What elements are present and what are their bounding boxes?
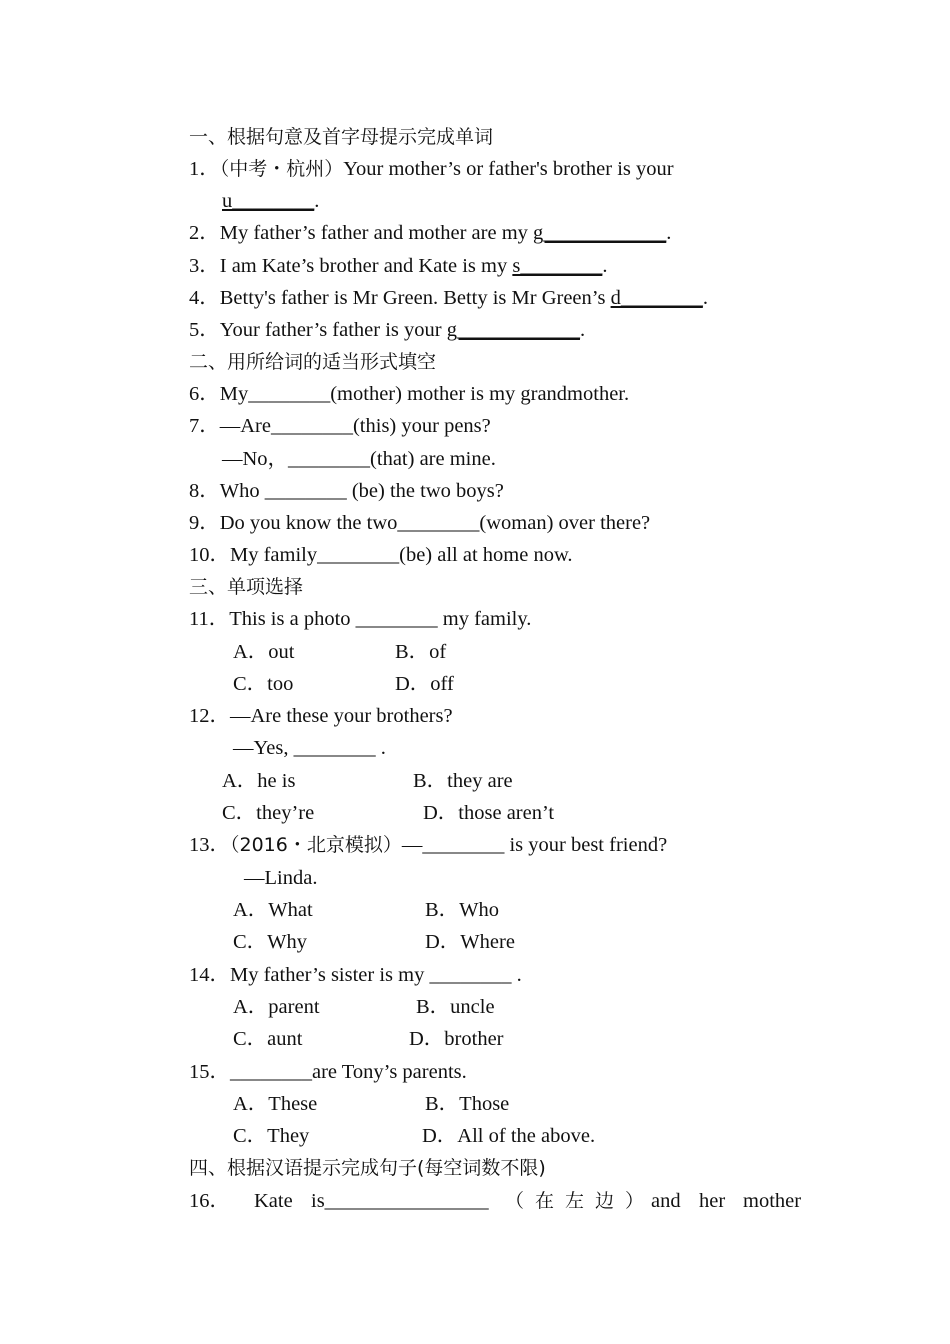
q3-answer-blank: s________ <box>512 255 603 277</box>
q1-text: Your mother’s or father's brother is your <box>343 158 674 180</box>
q12-option-b: B．they are <box>413 770 513 792</box>
question-13-line-2: —Linda. <box>244 867 318 889</box>
q15-option-a: A．These <box>233 1093 318 1115</box>
q13-option-d: D．Where <box>425 931 515 953</box>
question-1 <box>189 156 674 182</box>
question-7-line-2: —No，________(that) are mine. <box>222 448 496 470</box>
q5-answer-blank: g____________ <box>446 319 580 341</box>
q14-option-d: D．brother <box>409 1028 504 1050</box>
q14-option-b: B．uncle <box>416 996 495 1018</box>
q13-stem: —________ is your best friend? <box>401 834 668 856</box>
question-6: 6．My________(mother) mother is my grandmother. <box>189 383 630 405</box>
q1-answer-blank: u________ <box>222 190 315 212</box>
q13-source: （2016・北京模拟） <box>230 834 402 856</box>
q13-option-c: C．Why <box>233 931 308 953</box>
q3-number: 3． <box>189 255 220 277</box>
q16-word-mother: mother <box>743 1190 802 1212</box>
question-1-answer-line <box>222 188 319 214</box>
q4-text: Betty's father is Mr Green. Betty is Mr Green’s <box>219 287 611 309</box>
q4-end: . <box>702 287 708 309</box>
q15-option-c: C．They <box>233 1125 310 1147</box>
q4-number: 4． <box>189 287 220 309</box>
q5-text: Your father’s father is your <box>219 319 447 341</box>
q11-option-b: B．of <box>395 641 447 663</box>
q12-option-a: A．he is <box>222 770 296 792</box>
question-15: 15．________are Tony’s parents. <box>189 1061 467 1083</box>
q16-word-and: and <box>651 1190 681 1212</box>
question-10: 10．My family________(be) all at home now. <box>189 544 573 566</box>
q13-option-a: A．What <box>233 899 313 921</box>
q1-number: 1． <box>189 158 220 180</box>
question-13 <box>189 832 667 858</box>
q14-option-c: C．aunt <box>233 1028 303 1050</box>
q11-option-a: A．out <box>233 641 295 663</box>
q13-option-b: B．Who <box>425 899 500 921</box>
q12-option-d: D．those aren’t <box>423 802 555 824</box>
q2-end: . <box>666 222 672 244</box>
q3-text: I am Kate’s brother and Kate is my <box>219 255 513 277</box>
q15-option-d: D．All of the above. <box>422 1125 596 1147</box>
section-1-title: 一、根据句意及首字母提示完成单词 <box>189 126 494 148</box>
question-11: 11．This is a photo ________ my family. <box>189 608 532 630</box>
section-3-title: 三、单项选择 <box>189 576 304 598</box>
section-4-title: 四、根据汉语提示完成句子(每空词数不限) <box>189 1157 546 1179</box>
q2-text: My father’s father and mother are my <box>219 222 534 244</box>
q13-number: 13． <box>189 834 230 856</box>
question-3 <box>189 253 607 279</box>
q2-answer-blank: g____________ <box>533 222 667 244</box>
question-5 <box>189 317 585 343</box>
q16-number: 16． <box>189 1190 230 1212</box>
question-9: 9．Do you know the two________(woman) over there? <box>189 512 651 534</box>
question-7: 7．—Are________(this) your pens? <box>189 415 491 437</box>
q16-hint: （在左边） <box>505 1190 656 1212</box>
q1-end: . <box>314 190 320 212</box>
question-4 <box>189 285 708 311</box>
q4-answer-blank: d________ <box>610 287 703 309</box>
q12-option-c: C．they’re <box>222 802 315 824</box>
q5-number: 5． <box>189 319 220 341</box>
question-2 <box>189 220 671 246</box>
q11-option-d: D．off <box>395 673 454 695</box>
question-14: 14．My father’s sister is my ________ . <box>189 964 522 986</box>
q11-option-c: C．too <box>233 673 294 695</box>
question-8: 8．Who ________ (be) the two boys? <box>189 480 504 502</box>
q14-option-a: A．parent <box>233 996 320 1018</box>
question-12-line-2: —Yes, ________ . <box>233 737 386 759</box>
question-16 <box>189 1188 807 1214</box>
q1-source: （中考・杭州） <box>219 158 344 180</box>
q15-option-b: B．Those <box>425 1093 510 1115</box>
question-12: 12．—Are these your brothers? <box>189 705 453 727</box>
q5-end: . <box>579 319 586 341</box>
q16-word-her: her <box>699 1190 726 1212</box>
q16-word-kate: Kate <box>254 1190 293 1212</box>
q3-end: . <box>602 255 608 277</box>
q2-number: 2． <box>189 222 220 244</box>
q16-answer-blank: is________________ <box>311 1190 489 1212</box>
section-2-title: 二、用所给词的适当形式填空 <box>189 351 437 373</box>
